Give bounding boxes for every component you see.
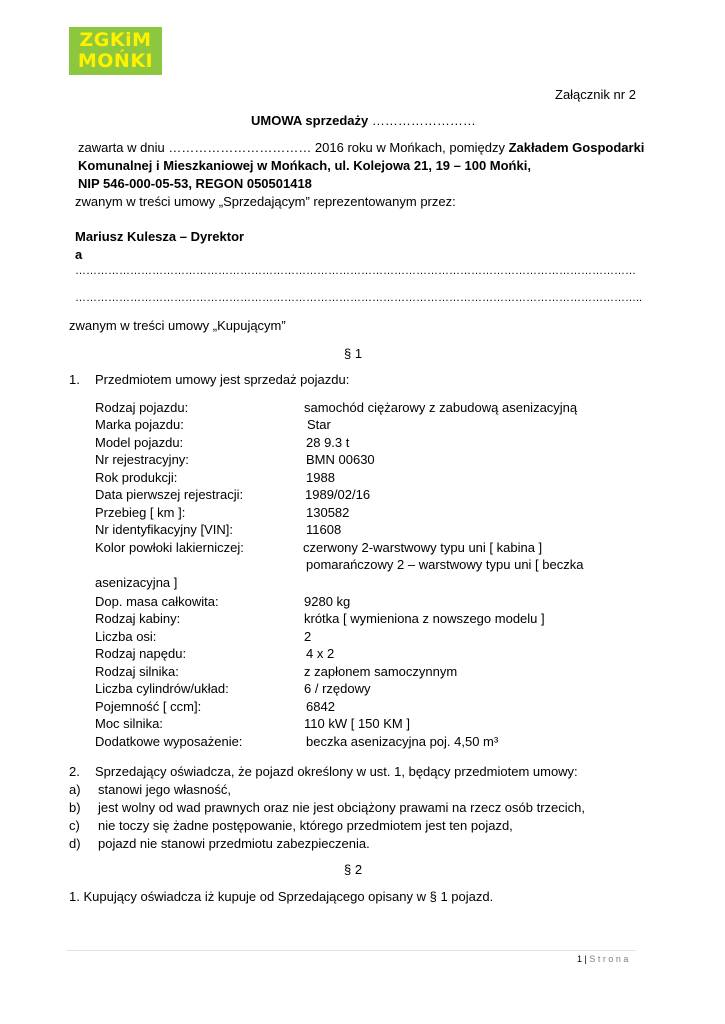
- spec-value: czerwony 2-warstwowy typu uni [ kabina ]: [303, 540, 543, 555]
- color-continued-2: asenizacyjna ]: [95, 575, 178, 590]
- and-label: a: [75, 247, 83, 262]
- representative: Mariusz Kulesza – Dyrektor: [75, 229, 245, 244]
- spec-value: Star: [307, 417, 331, 432]
- intro-line-1-bold: Zakładem Gospodarki: [508, 140, 645, 155]
- company-logo: [69, 27, 162, 75]
- spec-label: Rodzaj napędu:: [95, 646, 187, 661]
- spec-value: 11608: [306, 522, 342, 537]
- spec-value: 110 kW [ 150 KM ]: [304, 716, 410, 731]
- subitem-text: pojazd nie stanowi przedmiotu zabezpieczenia.: [98, 836, 370, 851]
- contract-title: [251, 113, 476, 128]
- spec-value: 2: [304, 629, 312, 644]
- spec-value: beczka asenizacyjna poj. 4,50 m³: [306, 734, 499, 749]
- annex-label: Załącznik nr 2: [555, 87, 636, 102]
- section-1-heading: § 1: [344, 346, 363, 361]
- spec-label: Kolor powłoki lakierniczej:: [95, 540, 244, 555]
- intro-line-1-text: zawarta w dniu …………………………… 2016 roku w Mońkach, pomiędzy: [78, 140, 509, 155]
- item-2-text: Sprzedający oświadcza, że pojazd określony w ust. 1, będący przedmiotem umowy:: [95, 764, 578, 779]
- spec-value: krótka [ wymieniona z nowszego modelu ]: [304, 611, 545, 626]
- spec-value: 9280 kg: [304, 594, 351, 609]
- spec-label: Liczba cylindrów/układ:: [95, 681, 229, 696]
- spec-label: Przebieg [ km ]:: [95, 505, 186, 520]
- spec-label: Marka pojazdu:: [95, 417, 184, 432]
- subitem-letter: a): [69, 782, 81, 797]
- subitem-text: jest wolny od wad prawnych oraz nie jest obciążony prawami na rzecz osób trzecich,: [98, 800, 586, 815]
- buyer-dots-2: ………………………………………………………………………………………………………………………………………..: [75, 292, 643, 304]
- intro-line-1: [78, 140, 644, 155]
- spec-label: Rok produkcji:: [95, 470, 178, 485]
- item-1-text: Przedmiotem umowy jest sprzedaż pojazdu:: [95, 372, 350, 387]
- subitem-text: stanowi jego własność,: [98, 782, 231, 797]
- buyer-dots-1: ………………………………………………………………………………………………………………………………………: [75, 265, 636, 277]
- color-continued-1: pomarańczowy 2 – warstwowy typu uni [ beczka: [306, 557, 584, 572]
- spec-value: z zapłonem samoczynnym: [304, 664, 458, 679]
- spec-label: Model pojazdu:: [95, 435, 184, 450]
- spec-value: 1988: [306, 470, 335, 485]
- subitem-letter: b): [69, 800, 81, 815]
- spec-value: 28 9.3 t: [306, 435, 350, 450]
- item-1-number: 1.: [69, 372, 80, 387]
- spec-label: Liczba osi:: [95, 629, 157, 644]
- section-2-item-1: 1. Kupujący oświadcza iż kupuje od Sprzedającego opisany w § 1 pojazd.: [69, 889, 494, 904]
- subitem-letter: c): [69, 818, 80, 833]
- spec-value: 1989/02/16: [305, 487, 371, 502]
- section-2-heading: § 2: [344, 862, 363, 877]
- intro-line-3: NIP 546-000-05-53, REGON 050501418: [78, 176, 312, 191]
- spec-value: BMN 00630: [306, 452, 375, 467]
- spec-value: 6 / rzędowy: [304, 681, 371, 696]
- spec-label: Data pierwszej rejestracji:: [95, 487, 244, 502]
- spec-label: Moc silnika:: [95, 716, 163, 731]
- logo-line-2: MOŃKI: [77, 50, 154, 72]
- spec-value: samochód ciężarowy z zabudową asenizacyjną: [304, 400, 578, 415]
- footer-divider: [66, 950, 636, 951]
- buyer-label: zwanym w treści umowy „Kupującym”: [69, 318, 286, 333]
- spec-label: Rodzaj kabiny:: [95, 611, 181, 626]
- title-dots: ……………………: [371, 113, 476, 128]
- intro-line-2: Komunalnej i Mieszkaniowej w Mońkach, ul. Kolejowa 21, 19 – 100 Mońki,: [78, 158, 531, 173]
- page-separator: |: [584, 954, 587, 964]
- subitem-letter: d): [69, 836, 81, 851]
- logo-line-1: ZGKiM: [79, 29, 152, 51]
- page-footer: [577, 954, 628, 964]
- title-text: UMOWA sprzedaży: [251, 113, 369, 128]
- spec-label: Dodatkowe wyposażenie:: [95, 734, 243, 749]
- spec-value: 4 x 2: [306, 646, 335, 661]
- spec-value: 6842: [306, 699, 335, 714]
- spec-label: Nr identyfikacyjny [VIN]:: [95, 522, 233, 537]
- spec-value: 130582: [306, 505, 350, 520]
- page-label: S t r o n a: [589, 954, 629, 964]
- spec-label: Rodzaj silnika:: [95, 664, 179, 679]
- spec-label: Dop. masa całkowita:: [95, 594, 219, 609]
- spec-label: Pojemność [ ccm]:: [95, 699, 202, 714]
- item-2-number: 2.: [69, 764, 80, 779]
- page-number: 1: [577, 954, 583, 964]
- spec-label: Nr rejestracyjny:: [95, 452, 189, 467]
- subitem-text: nie toczy się żadne postępowanie, którego przedmiotem jest ten pojazd,: [98, 818, 513, 833]
- intro-line-4: zwanym w treści umowy „Sprzedającym” reprezentowanym przez:: [75, 194, 456, 209]
- spec-label: Rodzaj pojazdu:: [95, 400, 189, 415]
